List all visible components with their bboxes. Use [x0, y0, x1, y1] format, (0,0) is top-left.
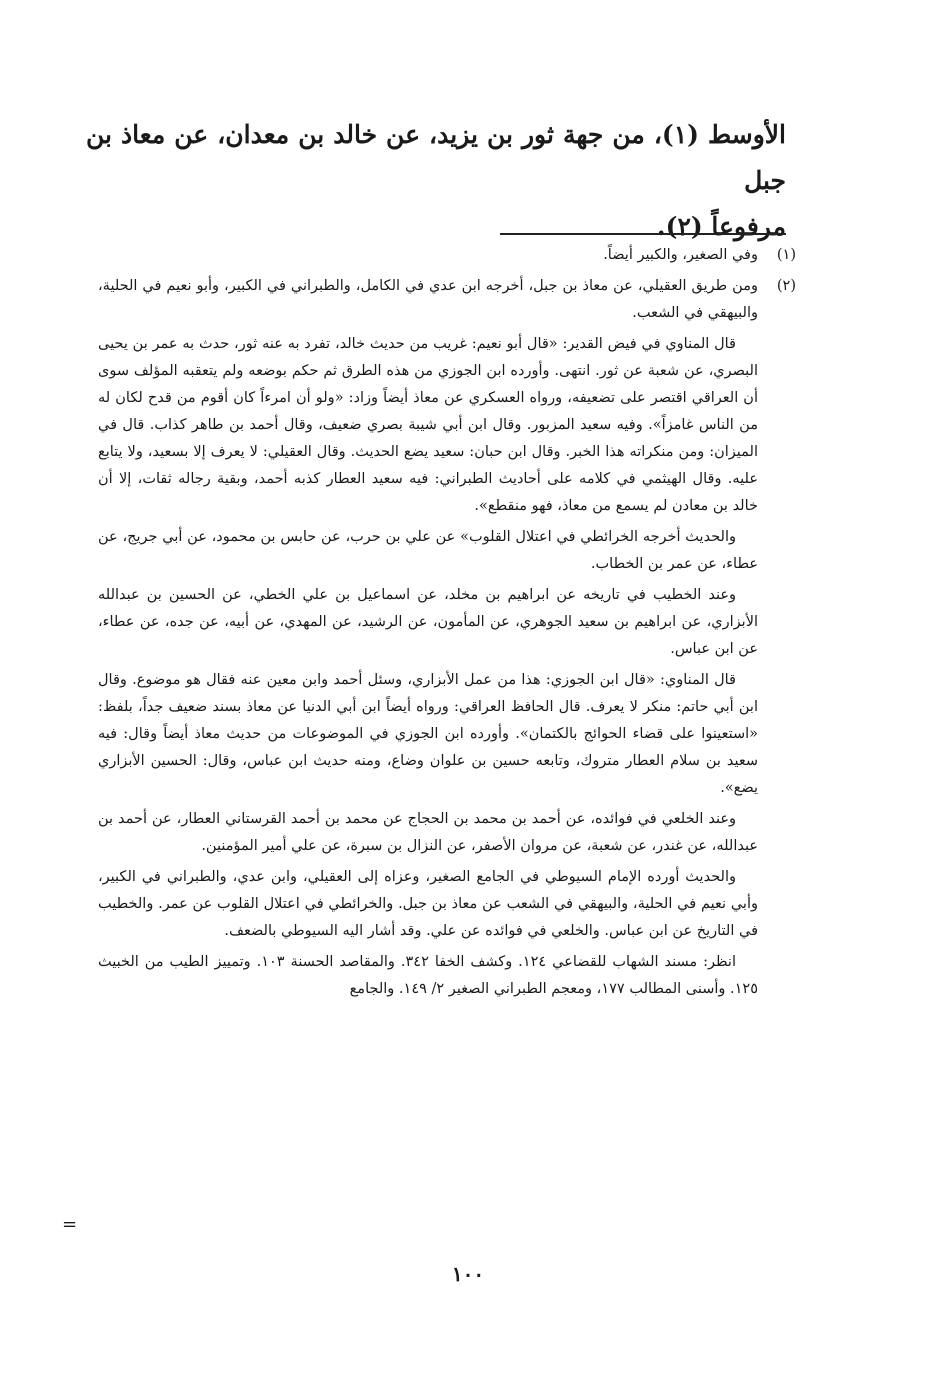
main-text-line-1: الأوسط (١)، من جهة ثور بن يزيد، عن خالد بن معدان، عن معاذ بن جبل: [86, 120, 786, 195]
footnote-2: [98, 273, 796, 1007]
footnote-1-text: وفي الصغير، والكبير أيضاً.: [603, 247, 758, 263]
main-text: [86, 112, 786, 250]
footnote-2-paragraph: ومن طريق العقيلي، عن معاذ بن جبل، أخرجه ابن عدي في الكامل، والطبراني في الكبير، وأبو نعيم في الحلية، والبيهقي في الشعب.: [98, 278, 758, 321]
continuation-mark: =: [62, 1214, 78, 1235]
footnote-2-paragraph: قال المناوي: «قال ابن الجوزي: هذا من عمل الأبزاري، وسئل أحمد وابن معين عنه فقال هو موضوع. وقال ابن أبي حاتم: منكر لا يعرف. قال الحافظ العراقي: ورواه أيضاً ابن أبي الدنيا عن معاذ بسند ضعيف جداً، بلفظ: «استعينوا على قضاء الحوائج بالكتمان». وأورده ابن الجوزي في الموضوعات من حديث معاذ أيضاً وقال: فيه سعيد بن سلام العطار متروك، وتابعه حسين بن علوان وضاع، ومنه حديث ابن عباس، وقال: الحسين الأبزاري يضع».: [98, 672, 758, 796]
footnote-2-paragraph: وعند الخلعي في فوائده، عن أحمد بن محمد بن الحجاج عن محمد بن أحمد القرستاني العطار، عن أحمد بن عبدالله، عن غندر، عن شعبة، عن مروان الأصفر، عن النزال بن سبرة، عن علي أمير المؤمنين.: [98, 811, 758, 854]
footnote-2-paragraph: وعند الخطيب في تاريخه عن ابراهيم بن مخلد، عن اسماعيل بن علي الخطي، عن الحسين بن عبدالله الأبزاري، عن ابراهيم بن سعيد الجوهري، عن المأمون، عن الرشيد، عن المهدي، عن أبيه، عن جده، عن عطاء، عن ابن عباس.: [98, 587, 758, 657]
footnote-1-number: (١): [776, 247, 796, 263]
footnote-2-paragraph: انظر: مسند الشهاب للقضاعي ١٢٤. وكشف الخفا ٣٤٢. والمقاصد الحسنة ١٠٣. وتمييز الطيب من الخبيث ١٢٥. وأسنى المطالب ١٧٧، ومعجم الطبراني الصغير ٢/ ١٤٩. والجامع: [98, 954, 758, 997]
page-number: ١٠٠: [451, 1262, 485, 1286]
footnote-2-paragraph: والحديث أخرجه الخرائطي في اعتلال القلوب» عن علي بن حرب، عن حابس بن محمود، عن أبي جريج، عن عطاء، عن عمر بن الخطاب.: [98, 529, 758, 572]
footnote-2-paragraph: والحديث أورده الإمام السيوطي في الجامع الصغير، وعزاه إلى العقيلي، وابن عدي، والطبراني في الكبير، وأبي نعيم في الحلية، والبيهقي في الشعب عن معاذ بن جبل. والخرائطي في اعتلال القلوب عن عمر. والخطيب في التاريخ عن ابن عباس. والخلعي في فوائده عن علي. وقد أشار اليه السيوطي بالضعف.: [98, 869, 758, 939]
main-text-line-2: مرفوعاً (٢).: [656, 212, 786, 241]
footnote-2-number: (٢): [776, 278, 796, 294]
footnote-1: [98, 242, 796, 273]
footnote-separator: [500, 233, 786, 235]
footnote-2-paragraph: قال المناوي في فيض القدير: «قال أبو نعيم: غريب من حديث خالد، تفرد به عنه ثور، حدث به عمر بن يحيى البصري، عن شعبة عن ثور. انتهى. وأورده ابن الجوزي من هذه الطرق ثم حكم بوضعه ولم يتعقبه المؤلف سوى أن العراقي اقتصر على تضعيفه، ورواه العسكري عن معاذ أيضاً وزاد: «ولو أن امرءاً كان أقوم من قدح لكان له من الناس غامزاً». وفيه سعيد المزبور. وقال ابن أبي شيبة بصري ضعيف، وقال أحمد بن طاهر كذاب. قال في الميزان: ومن منكراته هذا الخبر. وقال ابن حبان: سعيد يضع الحديث. وقال العقيلي: لا يعرف إلا بسعيد، ولا يتابع عليه. وقال الهيثمي في كلامه على أحاديث الطبراني: فيه سعيد العطار كذبه أحمد، وبقية رجاله ثقات، إلا أن خالد بن معادن لم يسمع من معاذ، فهو منقطع».: [98, 336, 758, 514]
footnotes: [98, 242, 796, 1007]
